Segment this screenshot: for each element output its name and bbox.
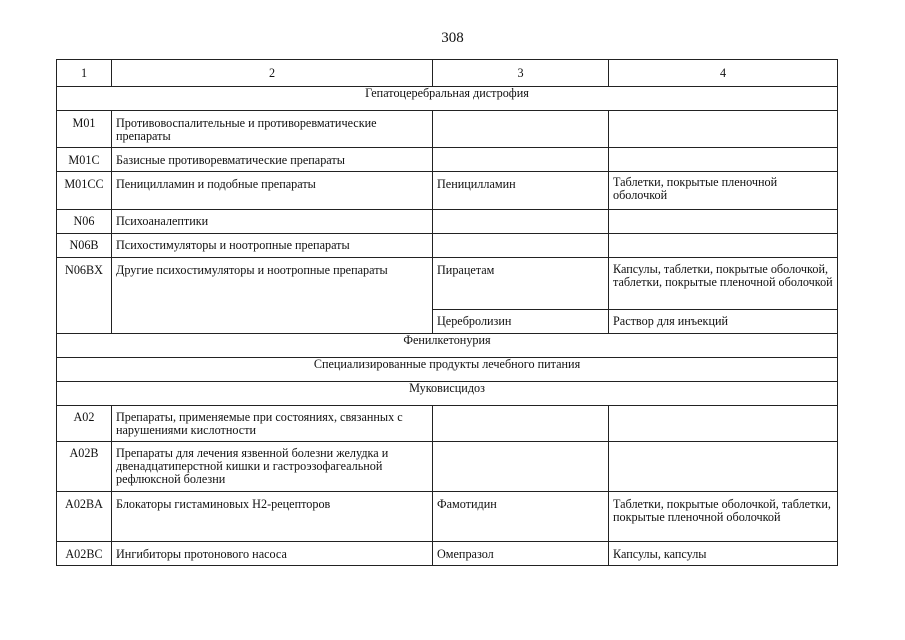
atc-code: M01 — [57, 111, 112, 148]
dosage-form: Раствор для инъекций — [609, 310, 838, 334]
dosage-form — [609, 210, 838, 234]
section-row — [57, 382, 838, 406]
section-phenylketonuria: Фенилкетонурия — [57, 334, 838, 358]
dosage-form: Капсулы, таблетки, покрытые оболочкой, таблетки, покрытые пленочной оболочкой — [609, 258, 838, 310]
group-name: Другие психостимуляторы и ноотропные препараты — [112, 258, 433, 334]
atc-code: M01C — [57, 148, 112, 172]
dosage-form — [609, 406, 838, 442]
dosage-form: Таблетки, покрытые оболочкой, таблетки, покрытые пленочной оболочкой — [609, 492, 838, 542]
section-hepatocerebral: Гепатоцеребральная дистрофия — [57, 87, 838, 111]
group-name: Психоаналептики — [112, 210, 433, 234]
table-row — [57, 111, 838, 148]
dosage-form — [609, 148, 838, 172]
atc-code: N06BX — [57, 258, 112, 334]
page-number: 308 — [441, 30, 464, 46]
drug-name: Омепразол — [433, 542, 609, 566]
drug-name — [433, 442, 609, 492]
section-row — [57, 87, 838, 111]
dosage-form: Капсулы, капсулы — [609, 542, 838, 566]
drug-name — [433, 111, 609, 148]
group-name: Блокаторы гистаминовых H2-рецепторов — [112, 492, 433, 542]
table-row — [57, 492, 838, 542]
table-row — [57, 258, 838, 310]
dosage-form: Таблетки, покрытые пленочной оболочкой — [609, 172, 838, 210]
atc-code: A02B — [57, 442, 112, 492]
group-name: Противовоспалительные и противоревматические препараты — [112, 111, 433, 148]
section-row — [57, 358, 838, 382]
atc-code: N06B — [57, 234, 112, 258]
header-row — [57, 60, 838, 87]
header-col-4: 4 — [609, 60, 838, 87]
group-name: Ингибиторы протонового насоса — [112, 542, 433, 566]
drug-name — [433, 210, 609, 234]
atc-code: A02 — [57, 406, 112, 442]
header-col-3: 3 — [433, 60, 609, 87]
atc-code: N06 — [57, 210, 112, 234]
drug-name: Пирацетам — [433, 258, 609, 310]
group-name: Базисные противоревматические препараты — [112, 148, 433, 172]
drug-name: Пеницилламин — [433, 172, 609, 210]
drug-table — [56, 59, 838, 566]
table-row — [57, 442, 838, 492]
table-row — [57, 234, 838, 258]
drug-name — [433, 406, 609, 442]
drug-name — [433, 234, 609, 258]
header-col-1: 1 — [57, 60, 112, 87]
dosage-form — [609, 442, 838, 492]
table-row — [57, 210, 838, 234]
dosage-form — [609, 234, 838, 258]
group-name: Препараты, применяемые при состояниях, связанных с нарушениями кислотности — [112, 406, 433, 442]
header-col-2: 2 — [112, 60, 433, 87]
atc-code: M01CC — [57, 172, 112, 210]
drug-name: Церебролизин — [433, 310, 609, 334]
atc-code: A02BA — [57, 492, 112, 542]
table-row — [57, 148, 838, 172]
atc-code: A02BC — [57, 542, 112, 566]
section-special-nutrition: Специализированные продукты лечебного питания — [57, 358, 838, 382]
section-cystic-fibrosis: Муковисцидоз — [57, 382, 838, 406]
group-name: Препараты для лечения язвенной болезни желудка и двенадцатиперстной кишки и гастроэзофагеальной рефлюксной болезни — [112, 442, 433, 492]
table-row — [57, 172, 838, 210]
group-name: Психостимуляторы и ноотропные препараты — [112, 234, 433, 258]
drug-name: Фамотидин — [433, 492, 609, 542]
table-row — [57, 542, 838, 566]
drug-name — [433, 148, 609, 172]
section-row — [57, 334, 838, 358]
dosage-form — [609, 111, 838, 148]
group-name: Пеницилламин и подобные препараты — [112, 172, 433, 210]
table-row — [57, 406, 838, 442]
